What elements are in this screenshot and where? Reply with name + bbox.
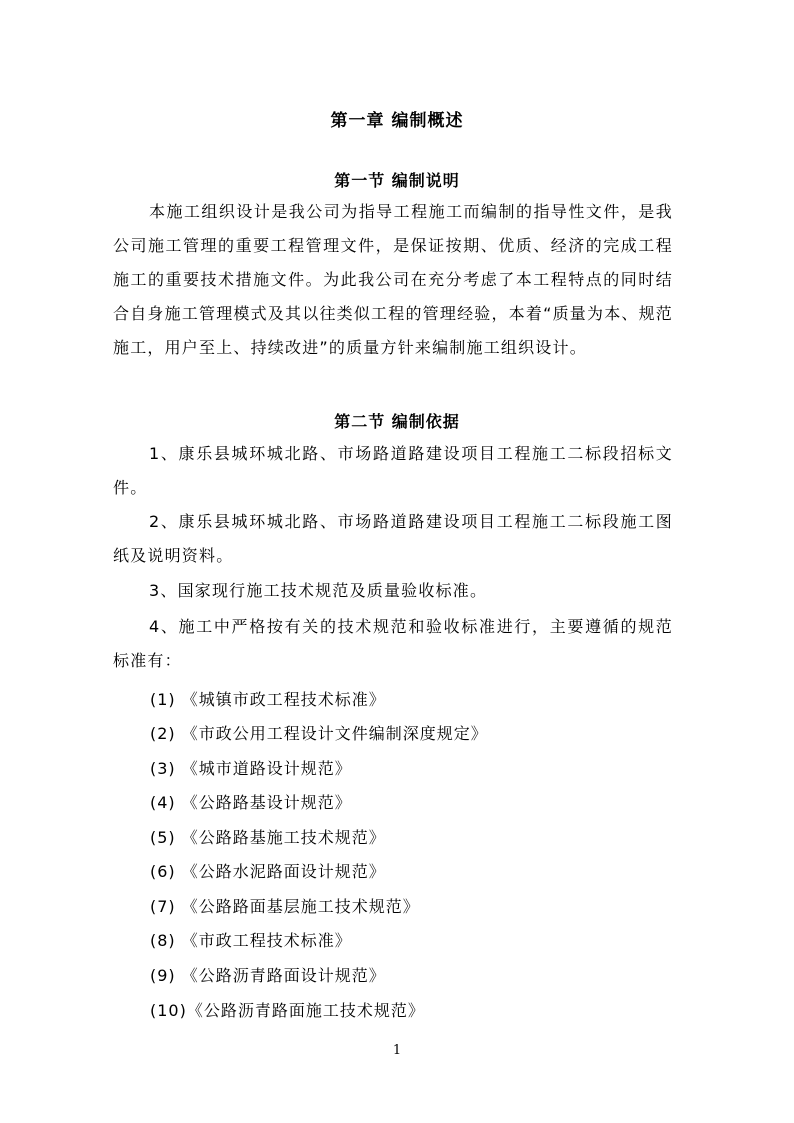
page-number: 1 xyxy=(392,1043,402,1058)
standard-item-7: (7) 《公路路面基层施工技术规范》 xyxy=(150,897,420,916)
basis-item-3: 3、国家现行施工技术规范及质量验收标准。 xyxy=(149,581,488,600)
section-title-basis: 第二节 编制依据 xyxy=(334,412,460,431)
standard-item-8: (8) 《市政工程技术标准》 xyxy=(150,931,352,950)
standard-item-5: (5) 《公路路基施工技术规范》 xyxy=(150,828,386,847)
basis-item-1: 1、康乐县城环城北路、市场路道路建设项目工程施工二标段招标文件。 xyxy=(113,444,673,497)
standard-item-6: (6) 《公路水泥路面设计规范》 xyxy=(150,862,386,881)
standard-item-9: (9) 《公路沥青路面设计规范》 xyxy=(150,966,386,985)
section-title-explanation: 第一节 编制说明 xyxy=(334,171,460,190)
explanation-paragraph: 本施工组织设计是我公司为指导工程施工而编制的指导性文件，是我公司施工管理的重要工程管理文件，是保证按期、优质、经济的完成工程施工的重要技术措施文件。为此我公司在充分考虑了本工程特点的同时结合自身施工管理模式及其以往类似工程的管理经验，本着“质量为本、规范施工，用户至上、持续改进”的质量方针来编制施工组织设计。 xyxy=(113,202,673,357)
standard-item-1: (1) 《城镇市政工程技术标准》 xyxy=(150,690,386,709)
basis-item-2: 2、康乐县城环城北路、市场路道路建设项目工程施工二标段施工图纸及说明资料。 xyxy=(113,512,673,565)
standard-item-3: (3) 《城市道路设计规范》 xyxy=(150,759,352,778)
basis-item-4: 4、施工中严格按有关的技术规范和验收标准进行，主要遵循的规范标准有： xyxy=(113,617,673,670)
standard-item-2: (2) 《市政公用工程设计文件编制深度规定》 xyxy=(150,724,488,743)
standard-item-10: (10)《公路沥青路面施工技术规范》 xyxy=(150,1001,425,1020)
standard-item-4: (4) 《公路路基设计规范》 xyxy=(150,793,352,812)
chapter-title: 第一章 编制概述 xyxy=(330,111,464,131)
